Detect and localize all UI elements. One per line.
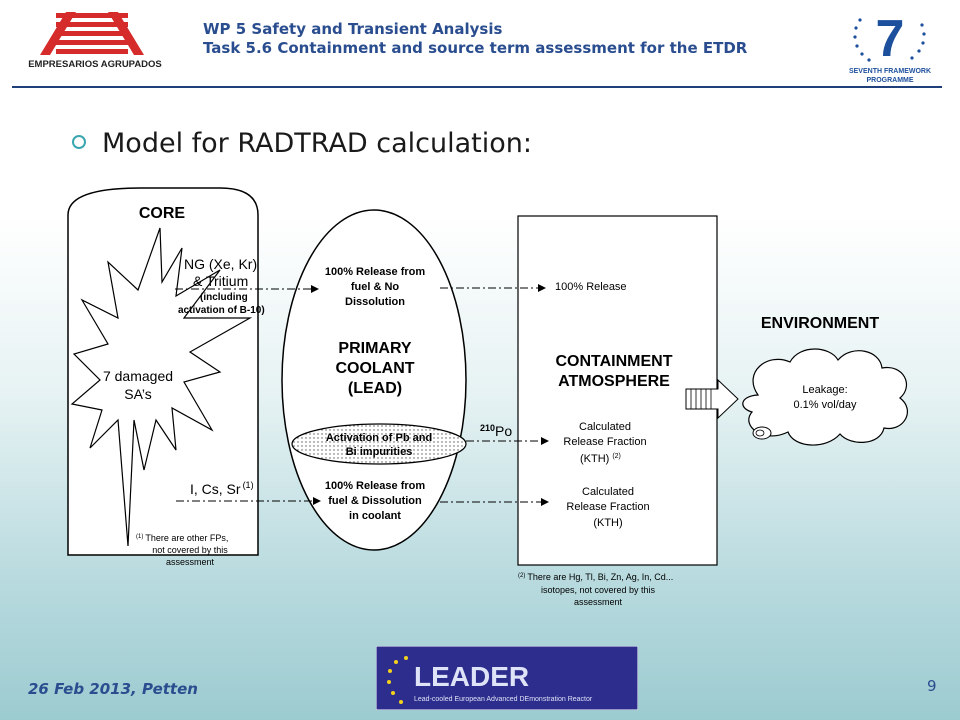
note-2-line-1: $^{(2)}$ There are Hg, Tl, Bi, Zn, Ag, In, Cd...	[518, 572, 674, 582]
header-line-2: Task 5.6 Containment and source term assessment for the ETDR	[203, 39, 748, 57]
ics-label: I, Cs, Sr $^{(1)}$	[190, 480, 254, 497]
containment-line-2: ATMOSPHERE	[558, 373, 670, 390]
activation-line-2: Bi impurities	[345, 446, 413, 458]
release-b-line-3: in coolant	[349, 510, 401, 522]
po-label: $^{210}$Po	[480, 423, 513, 439]
release-a-line-2: fuel & No	[350, 281, 400, 293]
calc-b-line-1: Calculated	[582, 486, 634, 498]
footer-date: 26 Feb 2013, Petten	[28, 680, 198, 698]
ng-label-4: activation of B-10)	[178, 305, 265, 316]
leader-logo	[376, 646, 638, 710]
release-b-line-1: 100% Release from	[324, 480, 426, 492]
note-2-line-3: assessment	[573, 597, 623, 607]
leader-subtitle: Lead-cooled European Advanced DEmonstration Reactor	[414, 696, 593, 703]
release-a-line-3: Dissolution	[345, 296, 405, 308]
ng-label-3: (including	[200, 292, 248, 303]
empresarios-agrupados-text: EMPRESARIOS AGRUPADOS	[28, 59, 162, 70]
ng-label-1: NG (Xe, Kr)	[184, 256, 258, 272]
fp-numeral: 7	[875, 10, 905, 68]
fp-line-1: SEVENTH FRAMEWORK	[848, 68, 932, 75]
calc-a-line-3: (KTH) $^{(2)}$	[580, 453, 621, 465]
out-release-label: 100% Release	[555, 281, 627, 293]
ng-label-2: & Tritium	[193, 273, 249, 289]
calc-b-line-2: Release Fraction	[566, 501, 650, 513]
environment-title: ENVIRONMENT	[760, 315, 880, 332]
containment-line-1: CONTAINMENT	[555, 353, 673, 370]
core-title: CORE	[138, 205, 186, 222]
primary-line-3: (LEAD)	[347, 380, 403, 397]
leakage-line-2: 0.1% vol/day	[793, 399, 857, 411]
leader-wordmark: LEADER	[414, 661, 530, 692]
release-a-line-1: 100% Release from	[324, 266, 426, 278]
primary-line-1: PRIMARY	[338, 340, 412, 357]
calc-a-line-1: Calculated	[579, 421, 631, 433]
calc-a-line-2: Release Fraction	[563, 436, 647, 448]
fp-line-2: PROGRAMME	[866, 77, 914, 84]
damaged-label-2: SA’s	[124, 386, 152, 402]
primary-line-2: COOLANT	[335, 360, 415, 377]
note-1-line-1: $^{(1)}$ There are other FPs,	[136, 533, 229, 543]
release-b-line-2: fuel & Dissolution	[328, 495, 422, 507]
calc-b-line-3: (KTH)	[593, 517, 623, 529]
cloud-bubble-2	[756, 430, 764, 436]
bullet-text: Model for RADTRAD calculation:	[102, 128, 532, 159]
page-number: 9	[927, 677, 937, 695]
note-1-line-2: not covered by this	[152, 545, 228, 555]
activation-ellipse	[292, 424, 466, 464]
leakage-line-1: Leakage:	[802, 384, 848, 396]
note-2-line-2: isotopes, not covered by this	[540, 585, 656, 595]
activation-line-1: Activation of Pb and	[325, 432, 433, 444]
damaged-label-1: 7 damaged	[102, 368, 174, 384]
note-1-line-3: assessment	[165, 557, 215, 567]
header-line-1: WP 5 Safety and Transient Analysis	[203, 20, 503, 38]
